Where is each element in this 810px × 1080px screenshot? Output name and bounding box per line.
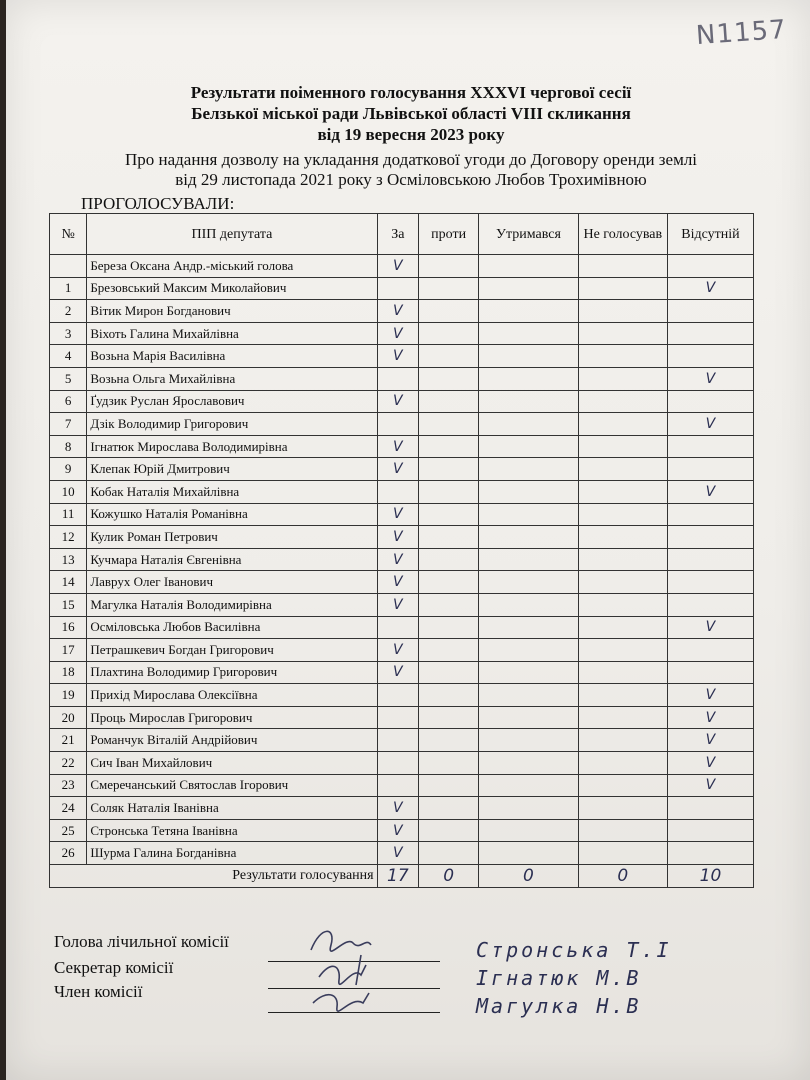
row-number: 23 (50, 774, 87, 797)
col-header-name: ПІП депутата (87, 214, 377, 255)
vote-absent-mark: V (667, 367, 753, 390)
vote-against-cell (419, 752, 479, 775)
row-number: 24 (50, 797, 87, 820)
deputy-name: Осміловська Любов Василівна (87, 616, 377, 639)
vote-absent-mark (667, 255, 753, 278)
document-page (6, 0, 810, 1080)
vote-against-cell (419, 819, 479, 842)
total-absent: 10 (667, 865, 753, 888)
vote-abstained-cell (479, 706, 579, 729)
vote-absent-mark (667, 435, 753, 458)
row-number: 25 (50, 819, 87, 842)
vote-absent-mark (667, 819, 753, 842)
vote-abstained-cell (479, 367, 579, 390)
table-row (50, 706, 754, 729)
vote-for-mark: V (377, 435, 418, 458)
table-row (50, 255, 754, 278)
table-row (50, 616, 754, 639)
vote-not-voted-cell (578, 548, 667, 571)
row-number: 6 (50, 390, 87, 413)
vote-abstained-cell (479, 435, 579, 458)
vote-abstained-cell (479, 797, 579, 820)
vote-against-cell (419, 797, 479, 820)
deputy-name: Соляк Наталія Іванівна (87, 797, 377, 820)
vote-not-voted-cell (578, 526, 667, 549)
vote-absent-mark: V (667, 616, 753, 639)
vote-absent-mark (667, 526, 753, 549)
total-for: 17 (377, 865, 418, 888)
row-number: 16 (50, 616, 87, 639)
vote-against-cell (419, 729, 479, 752)
vote-against-cell (419, 255, 479, 278)
vote-abstained-cell (479, 526, 579, 549)
vote-absent-mark (667, 639, 753, 662)
vote-against-cell (419, 277, 479, 300)
vote-absent-mark (667, 322, 753, 345)
vote-not-voted-cell (578, 277, 667, 300)
vote-absent-mark (667, 300, 753, 323)
vote-for-mark: V (377, 819, 418, 842)
deputy-name: Лаврух Олег Іванович (87, 571, 377, 594)
deputy-name: Кучмара Наталія Євгенівна (87, 548, 377, 571)
vote-for-mark (377, 752, 418, 775)
vote-absent-mark (667, 661, 753, 684)
vote-not-voted-cell (578, 661, 667, 684)
vote-for-mark: V (377, 842, 418, 865)
table-row (50, 774, 754, 797)
vote-abstained-cell (479, 639, 579, 662)
deputy-name: Клепак Юрій Дмитрович (87, 458, 377, 481)
vote-for-mark (377, 413, 418, 436)
vote-against-cell (419, 842, 479, 865)
row-number: 5 (50, 367, 87, 390)
vote-for-mark: V (377, 322, 418, 345)
vote-for-mark (377, 367, 418, 390)
deputy-name: Брезовський Максим Миколайович (87, 277, 377, 300)
table-row (50, 729, 754, 752)
table-row (50, 345, 754, 368)
col-header-num: № (50, 214, 87, 255)
vote-for-mark: V (377, 390, 418, 413)
vote-absent-mark (667, 503, 753, 526)
vote-for-mark (377, 706, 418, 729)
vote-for-mark: V (377, 593, 418, 616)
vote-for-mark: V (377, 548, 418, 571)
vote-abstained-cell (479, 277, 579, 300)
table-header-row (50, 214, 754, 255)
vote-abstained-cell (479, 390, 579, 413)
vote-for-mark (377, 277, 418, 300)
chair-name: Стронська Т.І (476, 938, 672, 962)
vote-absent-mark (667, 390, 753, 413)
deputy-name: Кобак Наталія Михайлівна (87, 480, 377, 503)
col-header-for: За (377, 214, 418, 255)
vote-not-voted-cell (578, 797, 667, 820)
table-row (50, 322, 754, 345)
vote-abstained-cell (479, 616, 579, 639)
vote-not-voted-cell (578, 774, 667, 797)
vote-against-cell (419, 322, 479, 345)
voting-table (49, 213, 754, 888)
deputy-name: Сич Іван Михайлович (87, 752, 377, 775)
vote-for-mark: V (377, 639, 418, 662)
row-number: 11 (50, 503, 87, 526)
vote-not-voted-cell (578, 367, 667, 390)
table-row (50, 661, 754, 684)
title-line-2: Белзької міської ради Львівської області VIII скликання (191, 104, 631, 123)
vote-absent-mark (667, 842, 753, 865)
vote-not-voted-cell (578, 819, 667, 842)
row-number: 15 (50, 593, 87, 616)
vote-abstained-cell (479, 774, 579, 797)
table-row (50, 300, 754, 323)
vote-against-cell (419, 593, 479, 616)
vote-abstained-cell (479, 548, 579, 571)
vote-abstained-cell (479, 661, 579, 684)
vote-not-voted-cell (578, 571, 667, 594)
col-header-abstained: Утримався (479, 214, 579, 255)
vote-not-voted-cell (578, 300, 667, 323)
total-against: 0 (419, 865, 479, 888)
vote-abstained-cell (479, 503, 579, 526)
row-number: 7 (50, 413, 87, 436)
vote-not-voted-cell (578, 616, 667, 639)
row-number: 12 (50, 526, 87, 549)
vote-not-voted-cell (578, 255, 667, 278)
row-number: 10 (50, 480, 87, 503)
vote-absent-mark (667, 593, 753, 616)
handwritten-signatures (291, 915, 411, 1015)
row-number: 17 (50, 639, 87, 662)
vote-not-voted-cell (578, 729, 667, 752)
row-number: 26 (50, 842, 87, 865)
vote-against-cell (419, 413, 479, 436)
vote-abstained-cell (479, 729, 579, 752)
vote-against-cell (419, 435, 479, 458)
vote-against-cell (419, 684, 479, 707)
vote-for-mark: V (377, 526, 418, 549)
vote-against-cell (419, 458, 479, 481)
deputy-name: Шурма Галина Богданівна (87, 842, 377, 865)
row-number: 20 (50, 706, 87, 729)
table-row (50, 842, 754, 865)
deputy-name: Проць Мирослав Григорович (87, 706, 377, 729)
table-row (50, 819, 754, 842)
deputy-name: Смеречанський Святослав Ігорович (87, 774, 377, 797)
table-row (50, 639, 754, 662)
table-row (50, 390, 754, 413)
vote-not-voted-cell (578, 639, 667, 662)
vote-absent-mark (667, 571, 753, 594)
vote-against-cell (419, 480, 479, 503)
member-label: Член комісії (54, 982, 143, 1001)
vote-not-voted-cell (578, 322, 667, 345)
row-number (50, 255, 87, 278)
row-number: 1 (50, 277, 87, 300)
vote-abstained-cell (479, 752, 579, 775)
vote-against-cell (419, 390, 479, 413)
vote-not-voted-cell (578, 593, 667, 616)
row-number: 14 (50, 571, 87, 594)
table-row (50, 458, 754, 481)
deputy-name: Ґудзик Руслан Ярославович (87, 390, 377, 413)
totals-row (50, 865, 754, 888)
deputy-name: Ігнатюк Мирослава Володимирівна (87, 435, 377, 458)
vote-abstained-cell (479, 322, 579, 345)
vote-for-mark (377, 616, 418, 639)
col-header-absent: Відсутній (667, 214, 753, 255)
vote-for-mark (377, 684, 418, 707)
document-number: N1157 (695, 14, 788, 52)
vote-not-voted-cell (578, 503, 667, 526)
vote-not-voted-cell (578, 842, 667, 865)
vote-for-mark: V (377, 300, 418, 323)
total-abstained: 0 (479, 865, 579, 888)
table-row (50, 752, 754, 775)
row-number: 22 (50, 752, 87, 775)
deputy-name: Кулик Роман Петрович (87, 526, 377, 549)
table-row (50, 593, 754, 616)
vote-not-voted-cell (578, 458, 667, 481)
row-number: 3 (50, 322, 87, 345)
table-row (50, 548, 754, 571)
vote-against-cell (419, 616, 479, 639)
deputy-name: Возьна Ольга Михайлівна (87, 367, 377, 390)
table-row (50, 277, 754, 300)
deputy-name: Береза Оксана Андр.-міський голова (87, 255, 377, 278)
vote-absent-mark: V (667, 706, 753, 729)
secretary-name: Ігнатюк М.В (476, 966, 642, 990)
document-subject (46, 150, 776, 190)
row-number: 4 (50, 345, 87, 368)
vote-abstained-cell (479, 300, 579, 323)
vote-not-voted-cell (578, 435, 667, 458)
vote-for-mark: V (377, 345, 418, 368)
member-name: Магулка Н.В (476, 994, 642, 1018)
vote-not-voted-cell (578, 413, 667, 436)
vote-against-cell (419, 571, 479, 594)
vote-absent-mark: V (667, 480, 753, 503)
vote-not-voted-cell (578, 345, 667, 368)
table-row (50, 684, 754, 707)
vote-abstained-cell (479, 255, 579, 278)
voted-label: ПРОГОЛОСУВАЛИ: (81, 194, 235, 213)
table-row (50, 367, 754, 390)
table-row (50, 435, 754, 458)
vote-absent-mark (667, 797, 753, 820)
vote-for-mark: V (377, 797, 418, 820)
vote-absent-mark (667, 548, 753, 571)
vote-against-cell (419, 503, 479, 526)
deputy-name: Магулка Наталія Володимирівна (87, 593, 377, 616)
row-number: 9 (50, 458, 87, 481)
vote-absent-mark: V (667, 774, 753, 797)
deputy-name: Плахтина Володимир Григорович (87, 661, 377, 684)
total-not-voted: 0 (578, 865, 667, 888)
vote-not-voted-cell (578, 390, 667, 413)
document-title (66, 82, 756, 145)
vote-against-cell (419, 706, 479, 729)
vote-not-voted-cell (578, 752, 667, 775)
vote-absent-mark (667, 458, 753, 481)
vote-not-voted-cell (578, 706, 667, 729)
vote-against-cell (419, 774, 479, 797)
vote-not-voted-cell (578, 684, 667, 707)
deputy-name: Вітик Мирон Богданович (87, 300, 377, 323)
col-header-not-voted: Не голосував (578, 214, 667, 255)
table-row (50, 797, 754, 820)
table-row (50, 571, 754, 594)
deputy-name: Дзік Володимир Григорович (87, 413, 377, 436)
vote-against-cell (419, 345, 479, 368)
vote-against-cell (419, 300, 479, 323)
row-number: 2 (50, 300, 87, 323)
chair-label: Голова лічильної комісії (54, 932, 229, 951)
vote-for-mark (377, 774, 418, 797)
secretary-label: Секретар комісії (54, 958, 174, 977)
vote-against-cell (419, 526, 479, 549)
table-row (50, 526, 754, 549)
vote-absent-mark: V (667, 277, 753, 300)
vote-abstained-cell (479, 458, 579, 481)
vote-not-voted-cell (578, 480, 667, 503)
vote-against-cell (419, 548, 479, 571)
vote-abstained-cell (479, 345, 579, 368)
vote-absent-mark: V (667, 413, 753, 436)
title-line-1: Результати поіменного голосування XXXVI чергової сесії (190, 83, 632, 102)
vote-against-cell (419, 639, 479, 662)
row-number: 8 (50, 435, 87, 458)
vote-for-mark: V (377, 255, 418, 278)
deputy-name: Кожушко Наталія Романівна (87, 503, 377, 526)
deputy-name: Стронська Тетяна Іванівна (87, 819, 377, 842)
vote-abstained-cell (479, 413, 579, 436)
vote-abstained-cell (479, 819, 579, 842)
title-line-3: від 19 вересня 2023 року (317, 125, 505, 144)
vote-for-mark (377, 729, 418, 752)
vote-absent-mark: V (667, 729, 753, 752)
vote-abstained-cell (479, 842, 579, 865)
totals-label: Результати голосування (50, 865, 378, 888)
row-number: 13 (50, 548, 87, 571)
deputy-name: Прихід Мирослава Олексіївна (87, 684, 377, 707)
deputy-name: Возьна Марія Василівна (87, 345, 377, 368)
table-row (50, 480, 754, 503)
deputy-name: Віхоть Галина Михайлівна (87, 322, 377, 345)
col-header-against: проти (419, 214, 479, 255)
vote-against-cell (419, 661, 479, 684)
vote-absent-mark: V (667, 752, 753, 775)
vote-abstained-cell (479, 684, 579, 707)
subject-line-1: Про надання дозволу на укладання додаткової угоди до Договору оренди землі (124, 150, 698, 169)
vote-abstained-cell (479, 571, 579, 594)
vote-absent-mark: V (667, 684, 753, 707)
vote-for-mark: V (377, 571, 418, 594)
subject-line-2: від 29 листопада 2021 року з Осміловською Любов Трохимівною (175, 170, 647, 189)
vote-against-cell (419, 367, 479, 390)
table-row (50, 503, 754, 526)
vote-for-mark (377, 480, 418, 503)
row-number: 19 (50, 684, 87, 707)
table-row (50, 413, 754, 436)
vote-abstained-cell (479, 480, 579, 503)
deputy-name: Романчук Віталій Андрійович (87, 729, 377, 752)
deputy-name: Петрашкевич Богдан Григорович (87, 639, 377, 662)
row-number: 21 (50, 729, 87, 752)
row-number: 18 (50, 661, 87, 684)
vote-for-mark: V (377, 661, 418, 684)
vote-for-mark: V (377, 458, 418, 481)
vote-absent-mark (667, 345, 753, 368)
vote-abstained-cell (479, 593, 579, 616)
vote-for-mark: V (377, 503, 418, 526)
